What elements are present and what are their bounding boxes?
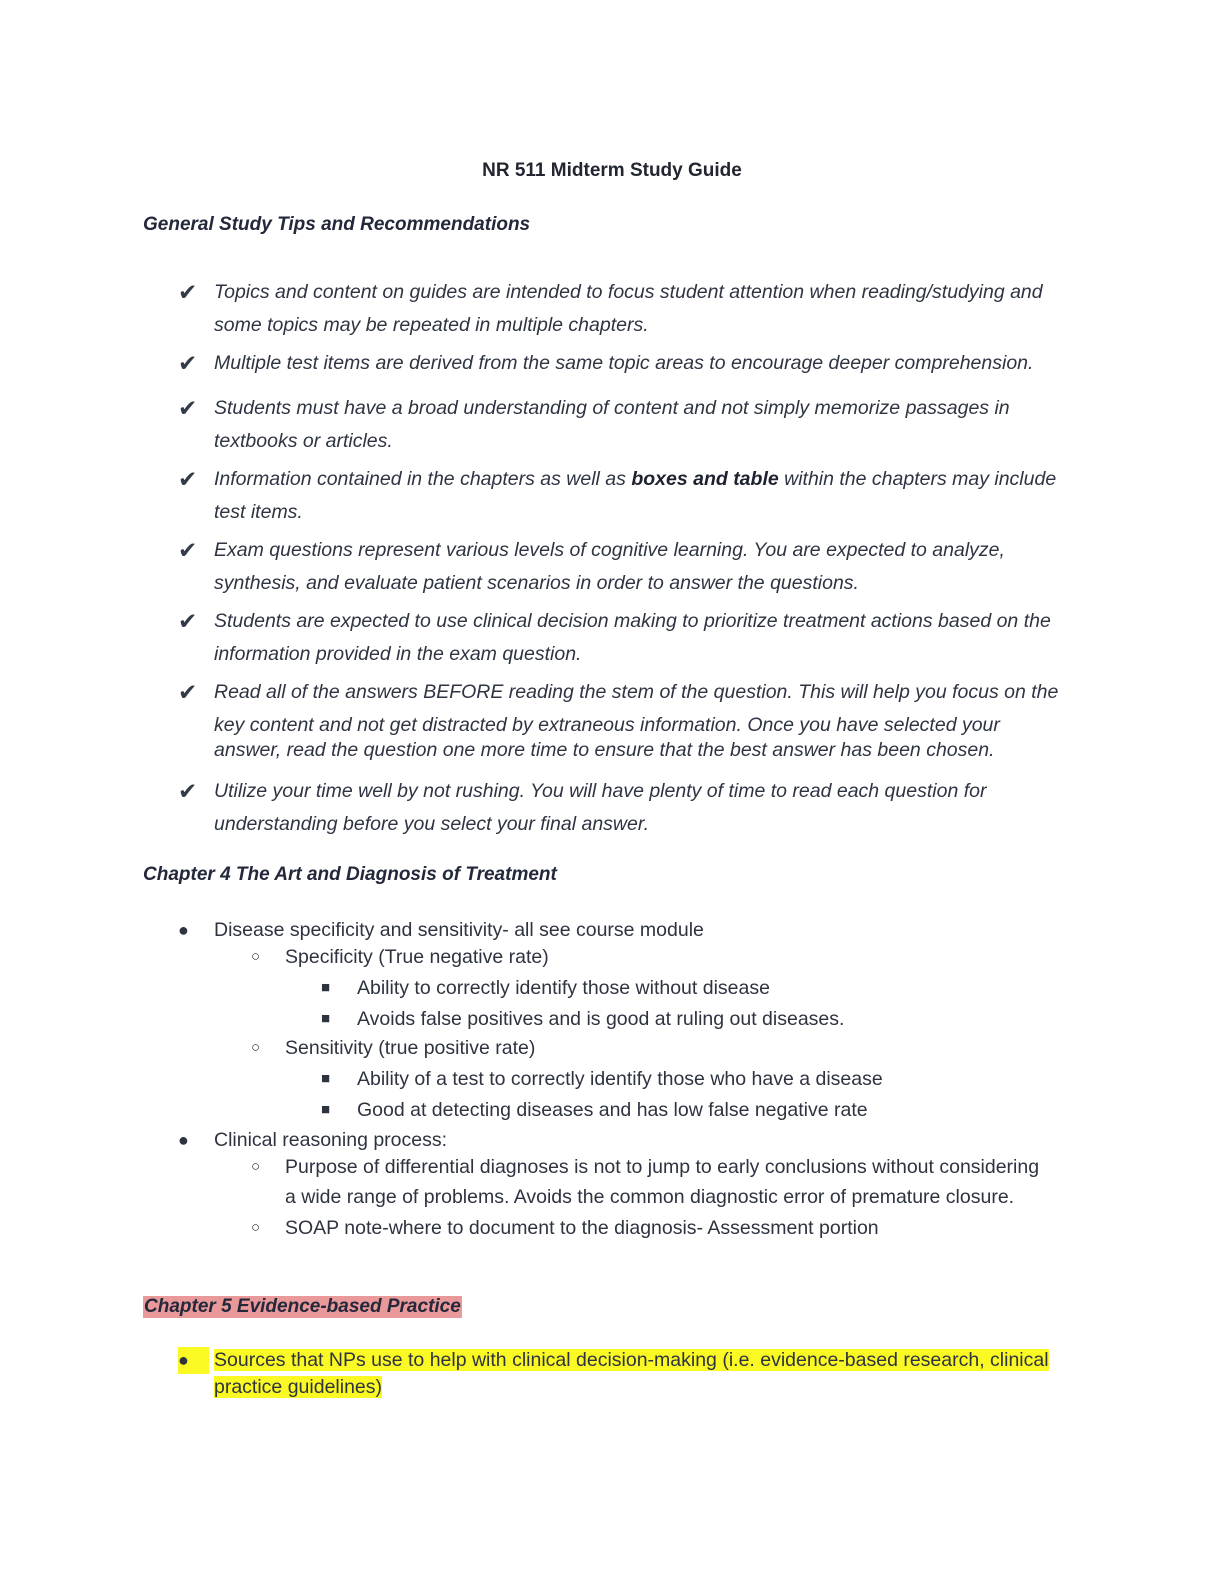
tip-line: textbooks or articles. bbox=[214, 430, 393, 452]
tip-item-continuation bbox=[178, 737, 1078, 764]
check-icon: ✔ bbox=[178, 778, 198, 804]
list-item-text: Disease specificity and sensitivity- all see course module bbox=[214, 919, 704, 941]
tip-line: understanding before you select your final answer. bbox=[214, 813, 650, 835]
list-item bbox=[178, 1125, 1084, 1155]
tip-line: Exam questions represent various levels of cognitive learning. You are expected to analyze, bbox=[214, 539, 1005, 561]
tip-item bbox=[178, 463, 1078, 529]
square-bullet-icon: ■ bbox=[321, 979, 331, 996]
tip-line: Read all of the answers BEFORE reading the stem of the question. This will help you focus on the bbox=[214, 681, 1059, 703]
tip-emphasis: boxes and table bbox=[631, 468, 779, 490]
tip-line: within the chapters may include bbox=[778, 468, 1057, 490]
square-bullet-icon: ■ bbox=[321, 1101, 331, 1118]
bullet-icon: ● bbox=[178, 920, 189, 940]
tip-item bbox=[178, 605, 1078, 671]
list-item-text: SOAP note-where to document to the diagnosis- Assessment portion bbox=[285, 1217, 879, 1239]
list-item-text: Good at detecting diseases and has low false negative rate bbox=[357, 1099, 868, 1121]
circle-bullet-icon: ○ bbox=[251, 1219, 261, 1236]
list-item-text: Sensitivity (true positive rate) bbox=[285, 1037, 536, 1059]
list-item-text: Ability to correctly identify those without disease bbox=[357, 977, 770, 999]
section-heading-study-tips: General Study Tips and Recommendations bbox=[143, 214, 531, 235]
circle-bullet-icon: ○ bbox=[251, 1039, 261, 1056]
list-item-highlighted bbox=[178, 1347, 1084, 1401]
list-item-text: Ability of a test to correctly identify those who have a disease bbox=[357, 1068, 883, 1090]
check-icon: ✔ bbox=[178, 608, 198, 634]
circle-bullet-icon: ○ bbox=[251, 1158, 261, 1175]
circle-bullet-icon: ○ bbox=[251, 948, 261, 965]
check-icon: ✔ bbox=[178, 537, 198, 563]
check-icon: ✔ bbox=[178, 350, 198, 376]
list-item-text: Specificity (True negative rate) bbox=[285, 946, 549, 968]
tip-line: Information contained in the chapters as well as bbox=[214, 468, 632, 490]
list-item-text: Clinical reasoning process: bbox=[214, 1129, 448, 1151]
check-icon: ✔ bbox=[178, 279, 198, 305]
section-heading-chapter-5: Chapter 5 Evidence-based Practice bbox=[144, 1296, 461, 1317]
check-icon: ✔ bbox=[178, 466, 198, 492]
list-item bbox=[321, 1064, 1087, 1094]
check-icon: ✔ bbox=[178, 395, 198, 421]
list-item bbox=[251, 942, 1085, 972]
tip-item bbox=[178, 347, 1078, 380]
tip-item bbox=[178, 775, 1078, 841]
list-item bbox=[251, 1213, 1085, 1243]
square-bullet-icon: ■ bbox=[321, 1010, 331, 1027]
tip-line: information provided in the exam question. bbox=[214, 643, 582, 665]
list-item-text: a wide range of problems. Avoids the common diagnostic error of premature closure. bbox=[285, 1186, 1015, 1208]
tip-line: key content and not get distracted by extraneous information. Once you have selected your bbox=[214, 714, 1000, 736]
tip-line: some topics may be repeated in multiple chapters. bbox=[214, 314, 649, 336]
tip-line: synthesis, and evaluate patient scenarios in order to answer the questions. bbox=[214, 572, 859, 594]
list-item bbox=[321, 1004, 1087, 1034]
section-heading-chapter-4: Chapter 4 The Art and Diagnosis of Treatment bbox=[143, 864, 557, 885]
tip-item bbox=[178, 276, 1078, 342]
page-title: NR 511 Midterm Study Guide bbox=[482, 160, 742, 181]
square-bullet-icon: ■ bbox=[321, 1070, 331, 1087]
tip-item bbox=[178, 676, 1078, 742]
tip-line: test items. bbox=[214, 501, 303, 523]
list-item bbox=[178, 915, 1084, 945]
list-item-text: Avoids false positives and is good at ruling out diseases. bbox=[357, 1008, 845, 1030]
tip-line: Students are expected to use clinical decision making to prioritize treatment actions based on the bbox=[214, 610, 1051, 632]
check-icon: ✔ bbox=[178, 679, 198, 705]
tip-line: answer, read the question one more time to ensure that the best answer has been chosen. bbox=[214, 739, 995, 761]
list-item-text: practice guidelines) bbox=[214, 1376, 383, 1398]
list-item bbox=[321, 1095, 1087, 1125]
list-item bbox=[321, 973, 1087, 1003]
list-item bbox=[251, 1152, 1085, 1212]
tip-line: Utilize your time well by not rushing. You will have plenty of time to read each question for bbox=[214, 780, 987, 802]
tip-line: Topics and content on guides are intended to focus student attention when reading/studying and bbox=[214, 281, 1043, 303]
list-item-text: Purpose of differential diagnoses is not to jump to early conclusions without considering bbox=[285, 1156, 1040, 1178]
tip-line: Multiple test items are derived from the same topic areas to encourage deeper comprehension. bbox=[214, 352, 1034, 374]
tip-line: Students must have a broad understanding of content and not simply memorize passages in bbox=[214, 397, 1010, 419]
tip-item bbox=[178, 392, 1078, 458]
bullet-icon: ● bbox=[178, 1347, 209, 1374]
list-item-text: Sources that NPs use to help with clinical decision-making (i.e. evidence-based research, clinical bbox=[214, 1349, 1049, 1371]
tip-item bbox=[178, 534, 1078, 600]
bullet-icon: ● bbox=[178, 1130, 189, 1150]
list-item bbox=[251, 1033, 1085, 1063]
